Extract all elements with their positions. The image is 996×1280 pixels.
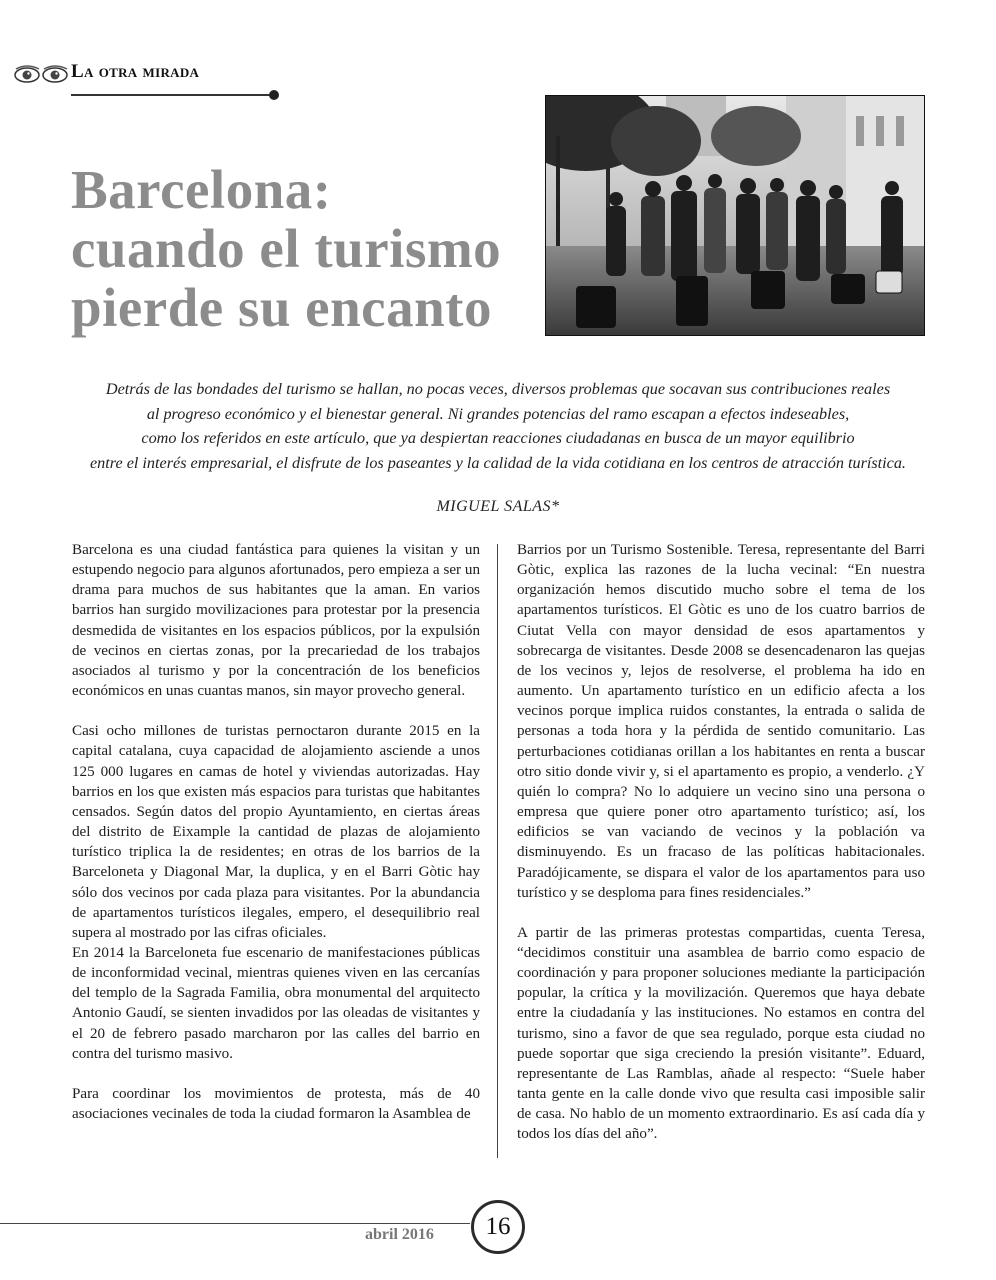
article-lead [40, 377, 956, 475]
article-title [71, 160, 541, 337]
title-line: Barcelona: [71, 159, 332, 220]
left-column [72, 540, 480, 1124]
section-divider-dot [269, 90, 279, 100]
page-number: 16 [471, 1200, 525, 1254]
right-column [517, 540, 925, 1145]
paragraph: Barcelona es una ciudad fantástica para quienes la visitan y un estupendo negocio para algunos afortunados, pero empieza a ser un drama para muchos de sus habitantes que la aman. En varios barrios han surgido movilizaciones para protestar por la presencia desmedida de visitantes en los espacios públicos, por la expulsión de vecinos en ciertas zonas, por la precariedad de los trabajos asociados al turismo y por la concentración de los beneficios económicos en unas cuantas manos, sin mayor provecho general. [72, 542, 480, 700]
paragraph: Casi ocho millones de turistas pernoctaron durante 2015 en la capital catalana, cuya capacidad de alojamiento asciende a unos 125 000 lugares en camas de hotel y viviendas autorizadas. Hay barrios en los que existen más espacios para turistas que habitantes censados. Según datos del propio Ayuntamiento, en ciertas áreas del distrito de Eixample la cantidad de plazas de alojamiento turístico triplica la de residentes; en otras de los barrios de la Barceloneta y Diagonal Mar, la duplica, y en el Barri Gòtic hay sólo dos vecinos por cada plaza para visitantes. Por la abundancia de apartamentos turísticos ilegales, empero, el desequilibrio real supera al mostrado por las cifras oficiales. [72, 723, 480, 941]
title-line: cuando el turismo [71, 218, 502, 279]
section-label: La otra mirada [71, 61, 200, 82]
lead-line: Detrás de las bondades del turismo se hallan, no pocas veces, diversos problemas que socavan sus contribuciones reales [105, 380, 891, 398]
paragraph: A partir de las primeras protestas compartidas, cuenta Teresa, “decidimos constituir una asamblea de barrio como espacio de coordinación y para proponer soluciones mediante la participación popular, la crítica y la movilización. Queremos que haya debate entre la ciudadanía y las instituciones. No estamos en contra del turismo, sino a favor de que sea regulado, porque esta ciudad no puede soportar que siga creciendo la presión visitante”. Eduard, representante de Las Ramblas, añade al respecto: “Suele haber tanta gente en la calle donde vivo que resulta casi imposible salir de casa. No hablo de un momento extraordinario. Es así cada día y todos los días del año”. [517, 924, 925, 1143]
lead-line: como los referidos en este artículo, que ya despiertan reacciones ciudadanas en busca de un mayor equilibrio [141, 429, 855, 447]
paragraph: En 2014 la Barceloneta fue escenario de manifestaciones públicas de inconformidad vecinal, mientras quienes viven en las cercanías del templo de la Sagrada Familia, obra monumental del arquitecto Antonio Gaudí, se sienten invadidos por las oleadas de visitantes y el 20 de febrero pasado marcharon por las calles del barrio en contra del turismo masivo. [72, 944, 480, 1062]
eyes-icon [14, 64, 70, 86]
column-divider [497, 544, 498, 1158]
author-byline: MIGUEL SALAS* [436, 498, 560, 515]
tourists-with-luggage-photo [545, 95, 925, 336]
lead-line: entre el interés empresarial, el disfrute de los paseantes y la calidad de la vida cotidiana en los centros de atracción turística. [90, 453, 906, 472]
paragraph: Para coordinar los movimientos de protesta, más de 40 asociaciones vecinales de toda la ciudad formaron la Asamblea de [72, 1085, 480, 1123]
lead-line: al progreso económico y el bienestar general. Ni grandes potencias del ramo escapan a efectos indeseables, [146, 404, 850, 423]
paragraph: Barrios por un Turismo Sostenible. Teresa, representante del Barri Gòtic, explica las razones de la lucha vecinal: “En nuestra organización hemos discutido mucho sobre el tema de los apartamentos turísticos. El Gòtic es uno de los cuatro barrios de Ciutat Vella con mayor densidad de esos apartamentos y sobrecarga de visitantes. Desde 2008 se desencadenaron las quejas de los vecinos y, lejos de resolverse, el problema ha ido en aumento. Un apartamento turístico en un edificio afecta a los vecinos porque implica ruidos constantes, la entrada o salida de personas a toda hora y la pérdida de sentido comunitario. Las perturbaciones cotidianas orillan a los habitantes en renta a buscar otro sitio donde vivir y, si el apartamento es propio, a venderlo. ¿Y quién lo compra? No lo adquiere un vecino sino una persona o empresa que quiere poner otro apartamento turístico; así, los edificios se van vaciando de vecinos y la población va disminuyendo. Es un fracaso de las políticas habitacionales. Paradójicamente, se dispara el valor de los apartamentos para uso turístico y se desploma para fines residenciales.” [517, 542, 925, 901]
issue-date: abril 2016 [365, 1226, 434, 1243]
title-line: pierde su encanto [71, 277, 492, 338]
section-divider [71, 94, 273, 96]
footer-divider [0, 1223, 470, 1224]
